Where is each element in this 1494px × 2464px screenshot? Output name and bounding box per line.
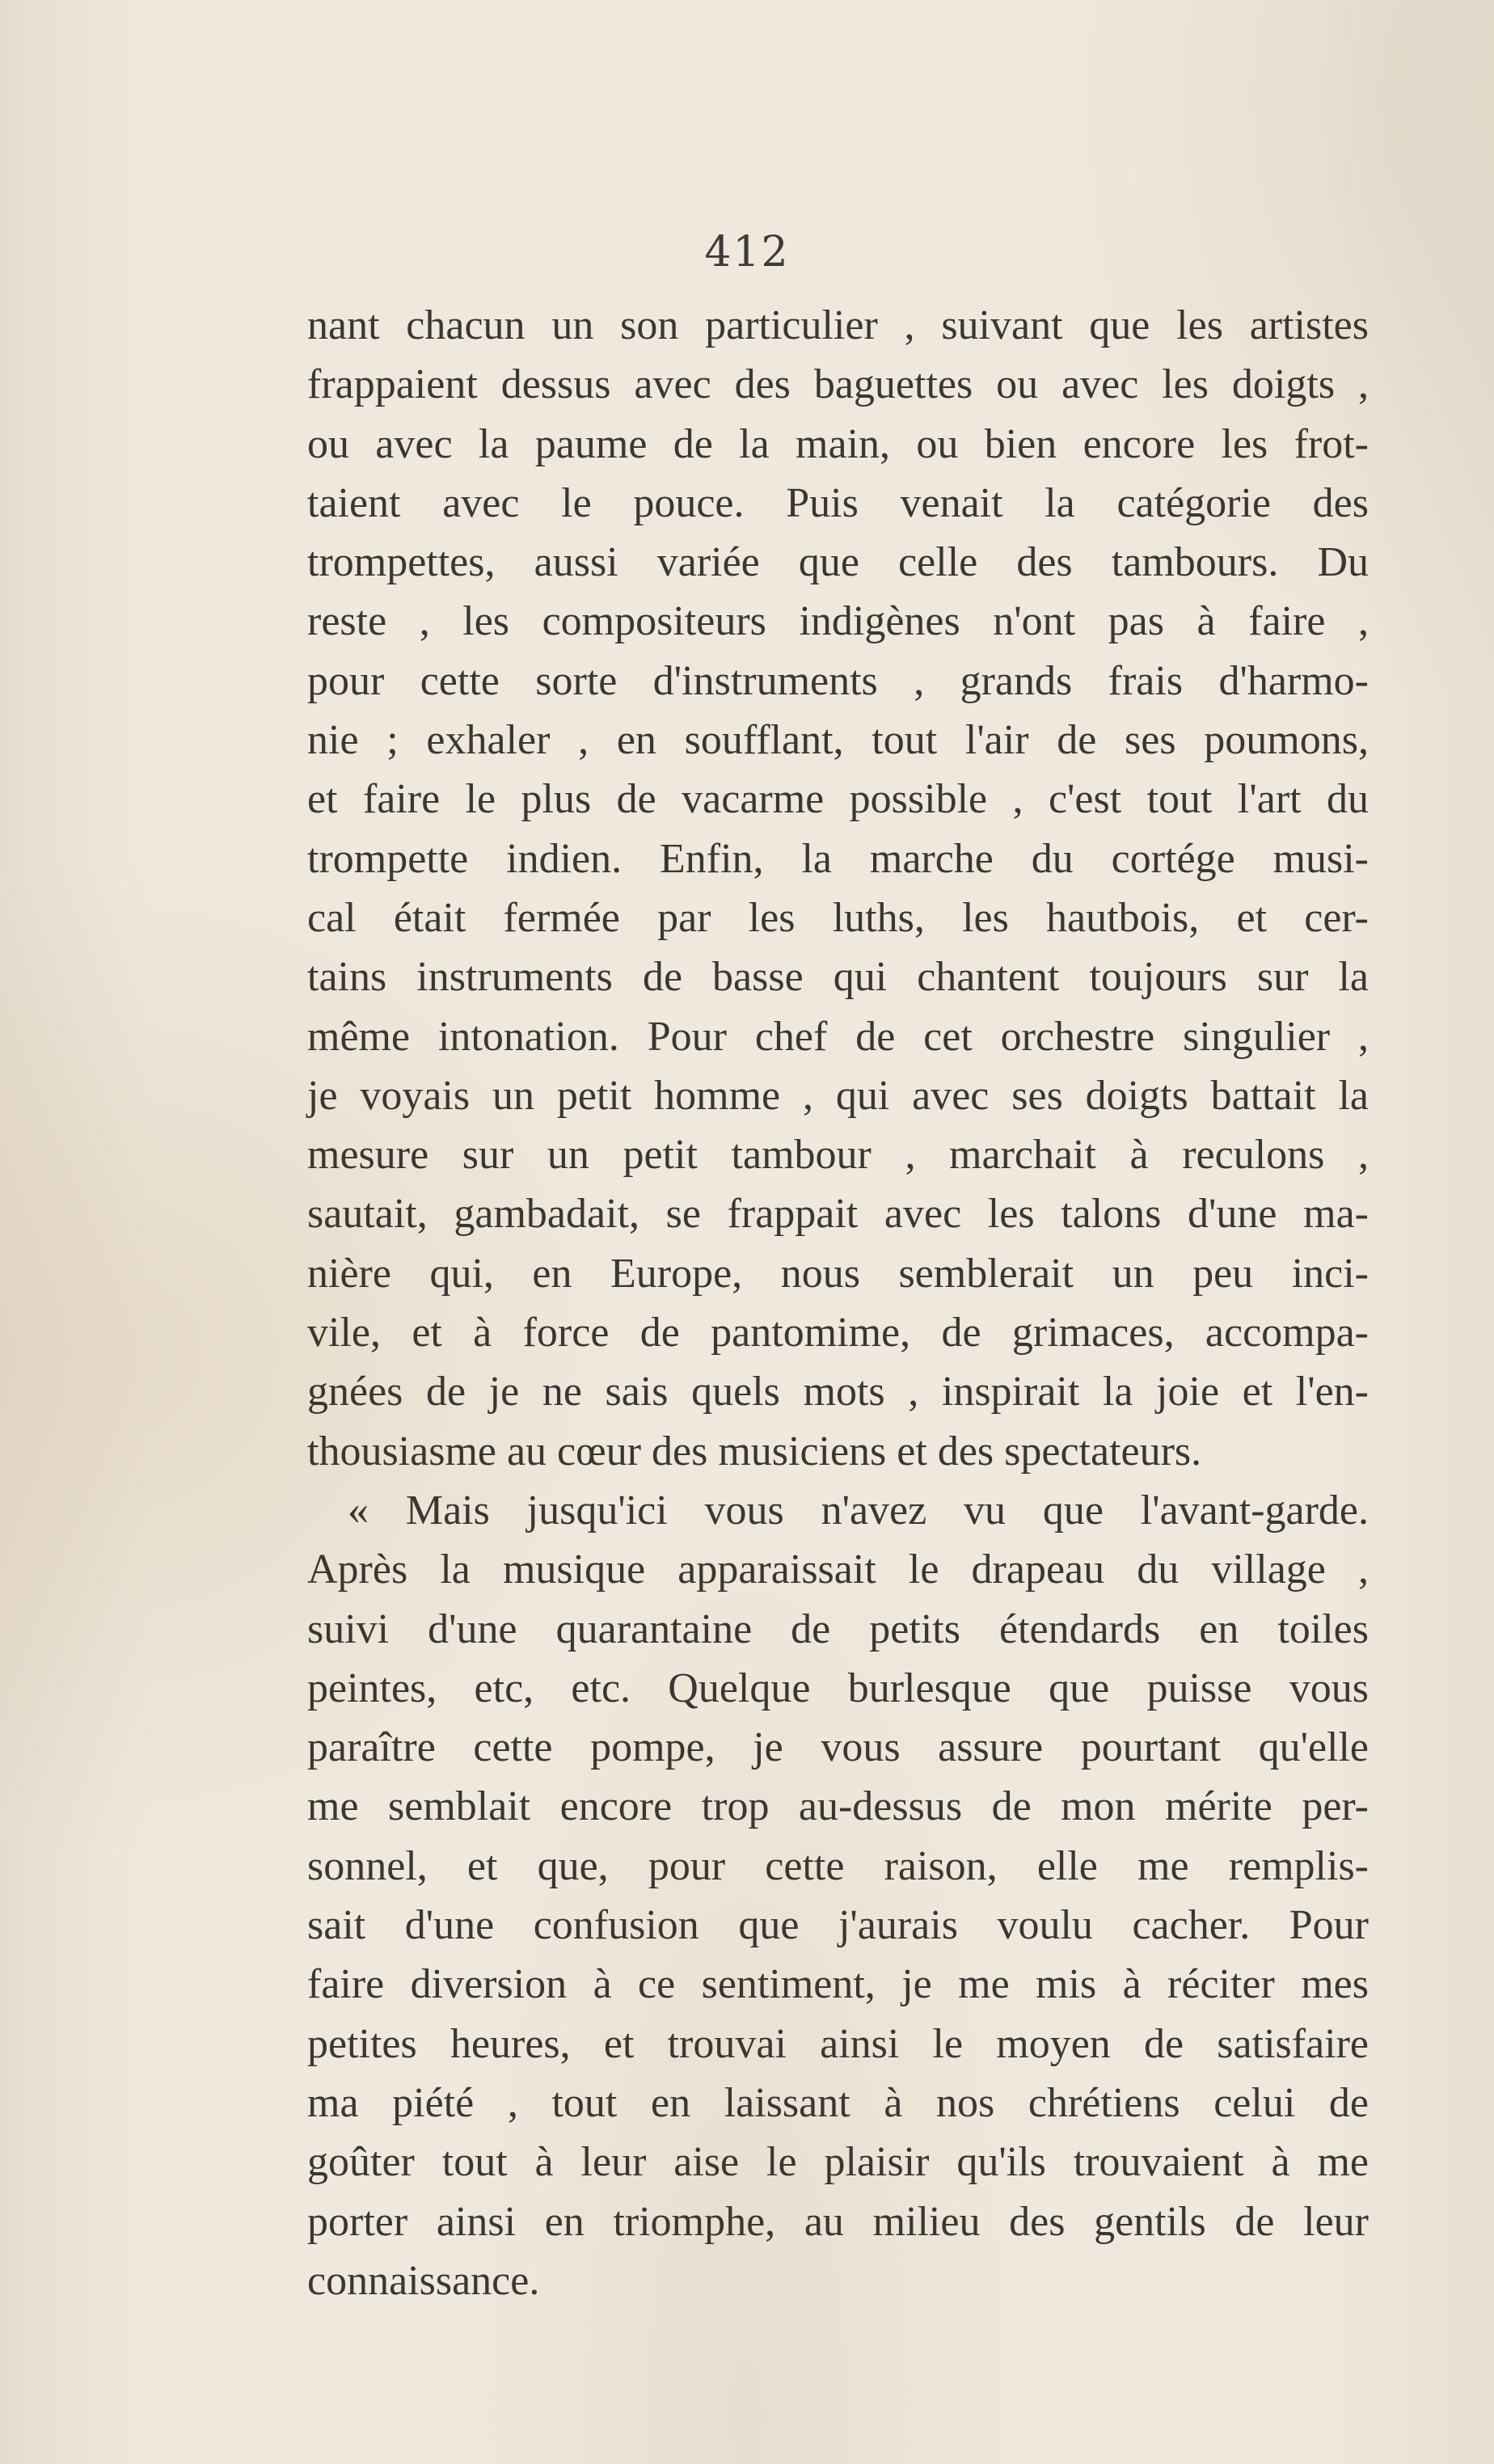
text-line: vile, et à force de pantomime, de grimaces, accompa- [307,1310,1369,1356]
page-number: 412 [704,228,790,276]
text-line: Après la musique apparaissait le drapeau du village , [307,1546,1369,1593]
text-line: faire diversion à ce sentiment, je me mis à réciter mes [307,1961,1369,2008]
text-line: peintes, etc, etc. Quelque burlesque que puisse vous [307,1664,1369,1711]
text-line: trompettes, aussi variée que celle des tambours. Du [307,539,1369,586]
text-line: gnées de je ne sais quels mots , inspirait la joie et l'en- [307,1369,1369,1416]
text-line: tains instruments de basse qui chantent toujours sur la [307,954,1369,1001]
text-line: sonnel, et que, pour cette raison, elle me remplis- [307,1842,1369,1889]
text-line: même intonation. Pour chef de cet orchestre singulier , [307,1013,1369,1060]
text-line: nie ; exhaler , en soufflant, tout l'air de ses poumons, [307,717,1369,764]
body-text [307,296,1369,2310]
paragraph-start-line: « Mais jusqu'ici vous n'avez vu que l'avant-garde. [348,1487,1369,1534]
paragraph-end-line: thousiasme au cœur des musiciens et des spectateurs. [307,1428,1202,1475]
text-line: suivi d'une quarantaine de petits étendards en toiles [307,1605,1369,1652]
text-line: nière qui, en Europe, nous semblerait un peu inci- [307,1250,1369,1297]
text-line: et faire le plus de vacarme possible , c'est tout l'art du [307,776,1369,823]
text-line: taient avec le pouce. Puis venait la catégorie des [307,479,1369,526]
text-line: sautait, gambadait, se frappait avec les talons d'une ma- [307,1191,1369,1238]
text-line: je voyais un petit homme , qui avec ses doigts battait la [307,1072,1369,1119]
text-line: mesure sur un petit tambour , marchait à reculons , [307,1132,1369,1179]
text-line: cal était fermée par les luths, les hautbois, et cer- [307,894,1369,941]
text-line: petites heures, et trouvai ainsi le moyen de satisfaire [307,2020,1369,2067]
text-line: me semblait encore trop au-dessus de mon mérite per- [307,1783,1369,1830]
text-line: trompette indien. Enfin, la marche du cortége musi- [307,835,1369,882]
text-line: reste , les compositeurs indigènes n'ont pas à faire , [307,598,1369,645]
text-line: porter ainsi en triomphe, au milieu des gentils de leur [307,2198,1369,2245]
text-line: ma piété , tout en laissant à nos chrétiens celui de [307,2079,1369,2126]
text-line: paraître cette pompe, je vous assure pourtant qu'elle [307,1724,1369,1771]
text-line: nant chacun un son particulier , suivant que les artistes [307,302,1369,348]
text-line: pour cette sorte d'instruments , grands frais d'harmo- [307,657,1369,704]
text-line: sait d'une confusion que j'aurais voulu cacher. Pour [307,1902,1369,1949]
text-line: goûter tout à leur aise le plaisir qu'ils trouvaient à me [307,2139,1369,2186]
text-line: frappaient dessus avec des baguettes ou avec les doigts , [307,361,1369,408]
text-line: ou avec la paume de la main, ou bien encore les frot- [307,420,1369,467]
paragraph-end-line: connaissance. [307,2257,540,2304]
